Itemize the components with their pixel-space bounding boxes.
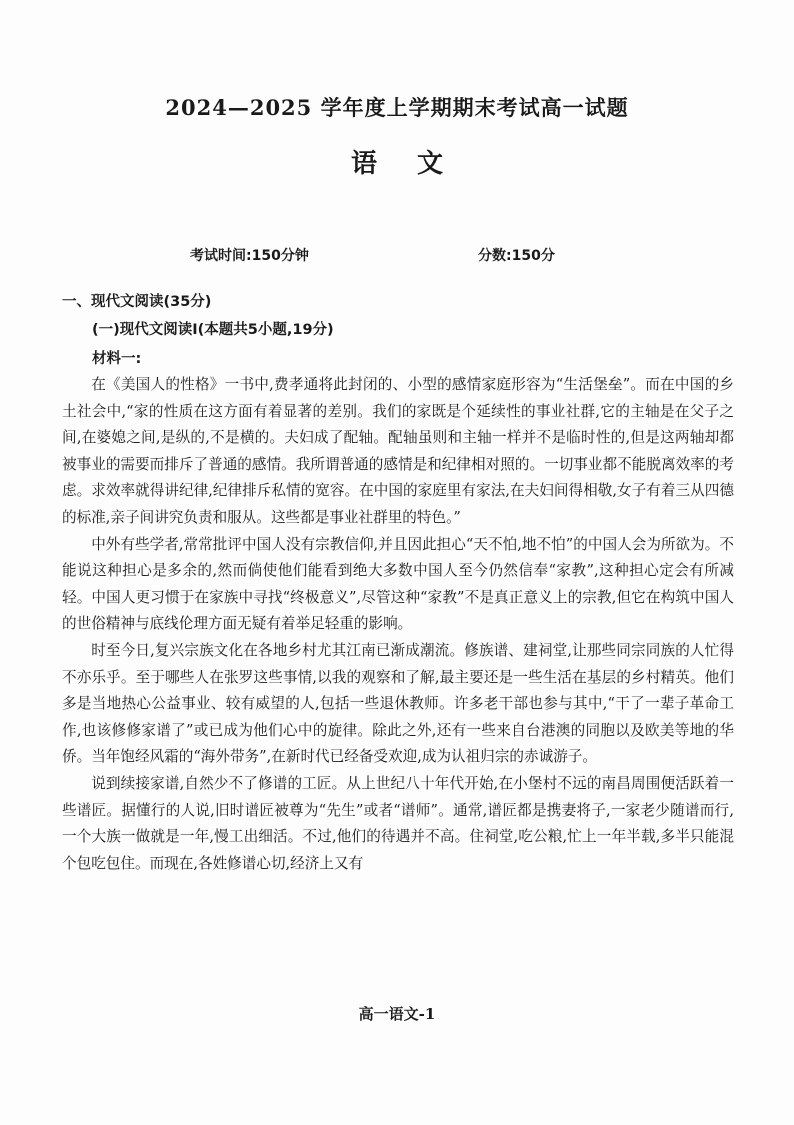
paragraph: 时至今日,复兴宗族文化在各地乡村尤其江南已渐成潮流。修族谱、建祠堂,让那些同宗同族的人忙得不亦乐乎。至于哪些人在张罗这些事情,以我的观察和了解,最主要还是一些生活在基层的乡村精英。他们多是当地热心公益事业、较有威望的人,包括一些退休教师。许多老干部也参与其中,“干了一辈子革命工作,也该修修家谱了”或已成为他们心中的旋律。除此之外,还有一些来自台港澳的同胞以及欧美等地的华侨。当年饱经风霜的“海外带务”,在新时代已经备受欢迎,成为认祖归宗的赤诚游子。 [62, 641, 734, 766]
exam-score: 分数:150分 [478, 248, 555, 264]
subject-title: 语文 [350, 149, 483, 179]
exam-title: 2024—2025 学年度上学期期末考试高一试题 [165, 95, 629, 120]
reading-passage [62, 372, 734, 877]
material-label: 材料一: [92, 351, 142, 367]
paragraph: 在《美国人的性格》一书中,费孝通将此封闭的、小型的感情家庭形容为“生活堡垒”。而在中国的乡土社会中,“家的性质在这方面有着显著的差别。我们的家既是个延续性的事业社群,它的主轴是在父子之间,在婆媳之间,是纵的,不是横的。夫妇成了配轴。配轴虽则和主轴一样并不是临时性的,但是这两轴却都被事业的需要而排斥了普通的感情。我所谓普通的感情是和纪律相对照的。一切事业都不能脱离效率的考虑。求效率就得讲纪律,纪律排斥私情的宽容。在中国的家庭里有家法,在夫妇间得相敬,女子有着三从四德的标准,亲子间讲究负责和服从。这些都是事业社群里的特色。” [62, 376, 734, 526]
section-heading: 一、现代文阅读(35分) [62, 294, 212, 310]
paragraph: 中外有些学者,常常批评中国人没有宗教信仰,并且因此担心“天不怕,地不怕”的中国人会为所欲为。不能说这种担心是多余的,然而倘使他们能看到绝大多数中国人至今仍然信奉“家教”,这种担心定会有所减轻。中国人更习惯于在家族中寻找“终极意义”,尽管这种“家教”不是真正意义上的宗教,但它在构筑中国人的世俗精神与底线伦理方面无疑有着举足轻重的影响。 [62, 535, 734, 633]
exam-time: 考试时间:150分钟 [190, 248, 309, 264]
subsection-heading: (一)现代文阅读I(本题共5小题,19分) [92, 322, 334, 338]
page-footer: 高一语文-1 [358, 1005, 436, 1023]
paragraph: 说到续接家谱,自然少不了修谱的工匠。从上世纪八十年代开始,在小堡村不远的南昌周围便活跃着一些谱匠。据懂行的人说,旧时谱匠被尊为“先生”或者“谱师”。通常,谱匠都是携妻将子,一家老少随谱而行,一个大族一做就是一年,慢工出细活。不过,他们的待遇并不高。住祠堂,吃公粮,忙上一年半载,多半只能混个包吃包住。而现在,各姓修谱心切,经济上又有 [62, 774, 734, 872]
